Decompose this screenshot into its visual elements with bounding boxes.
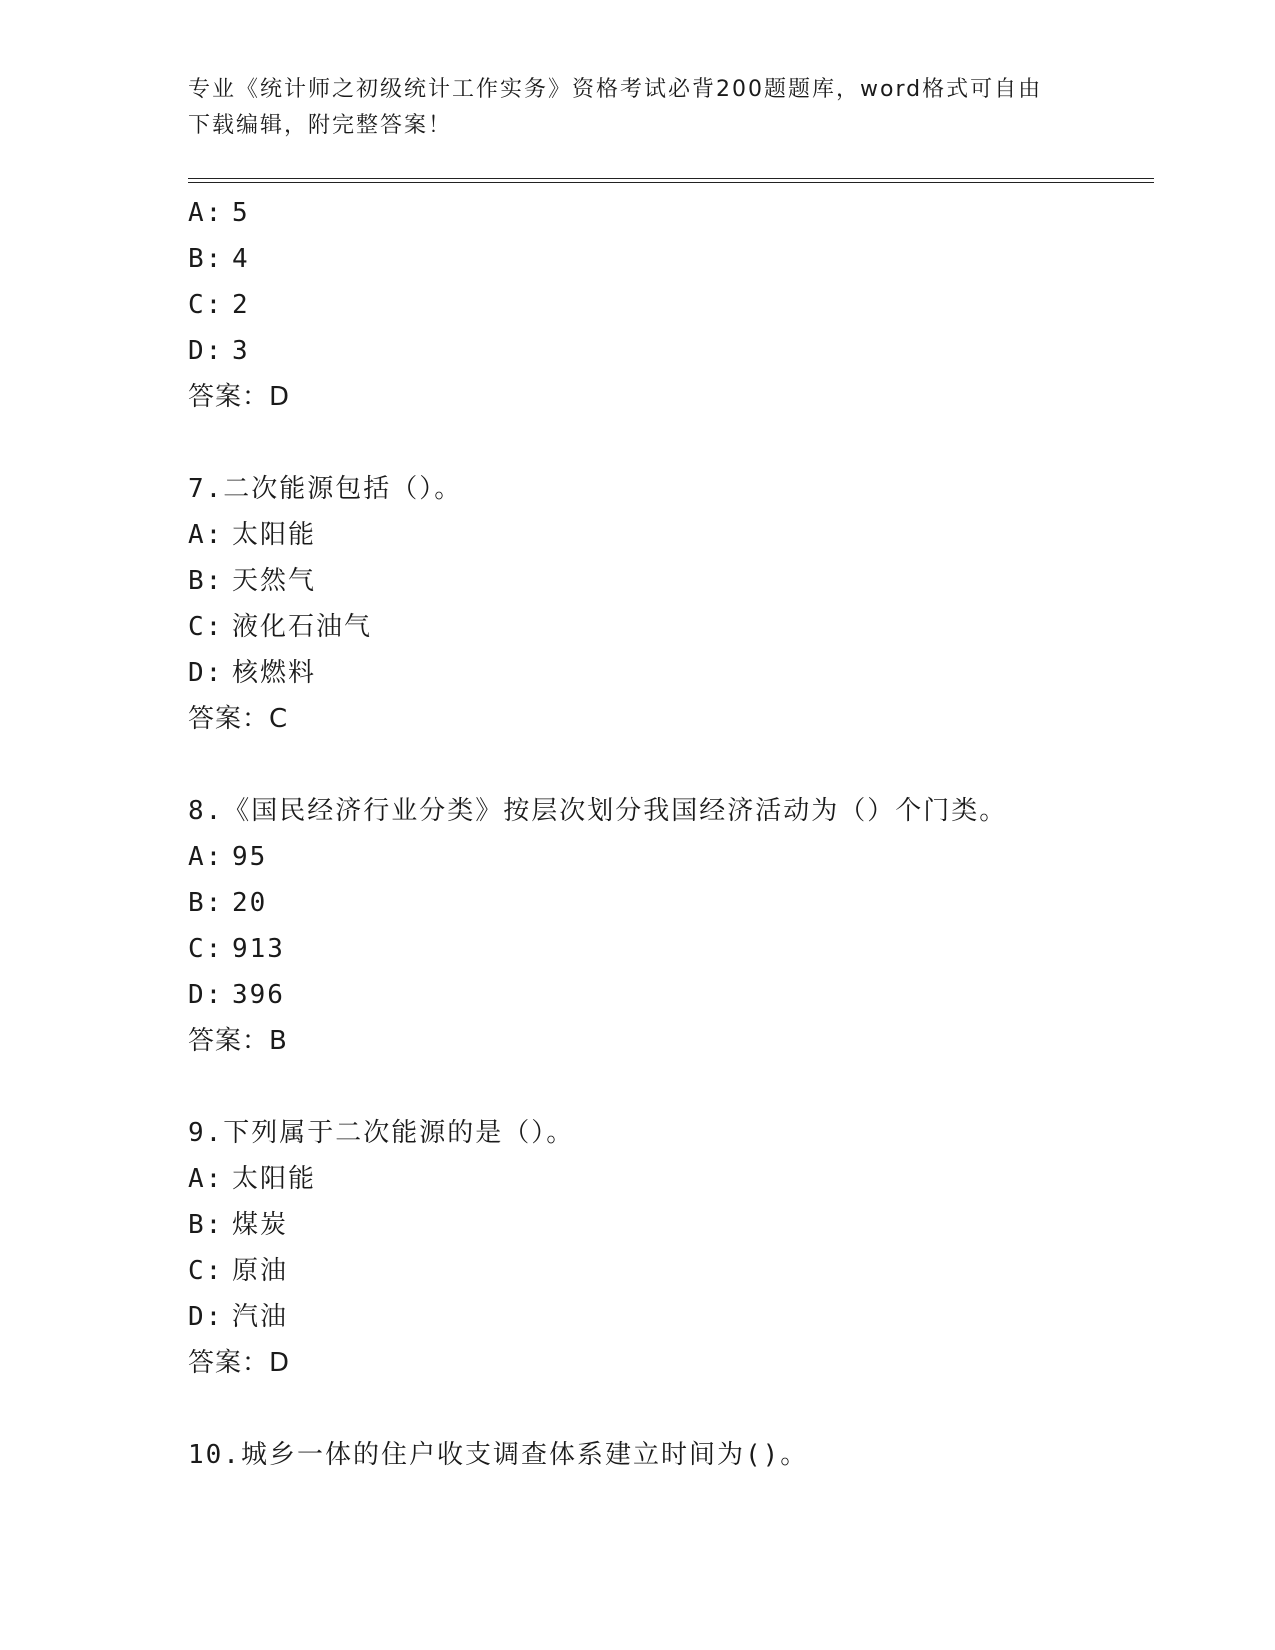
option-text: 太阳能 — [232, 1164, 317, 1194]
option-text: 原油 — [232, 1256, 289, 1286]
option-c — [188, 604, 1154, 650]
option-d — [188, 650, 1154, 696]
option-letter: B: — [188, 244, 224, 274]
option-b — [188, 558, 1154, 604]
option-letter: B: — [188, 566, 224, 596]
option-text: 3 — [232, 336, 250, 366]
option-letter: A: — [188, 520, 224, 550]
header-divider — [188, 178, 1154, 183]
question-block-partial — [188, 190, 1154, 420]
option-text: 5 — [232, 198, 250, 228]
document-header — [188, 72, 1068, 144]
header-line-1: 专业《统计师之初级统计工作实务》资格考试必背200题题库，word格式可自由 — [188, 77, 1043, 102]
question-block-7 — [188, 466, 1154, 742]
option-letter: C: — [188, 612, 224, 642]
question-block-8 — [188, 788, 1154, 1064]
option-letter: C: — [188, 934, 224, 964]
option-d — [188, 972, 1154, 1018]
option-letter: A: — [188, 842, 224, 872]
question-text: 10.城乡一体的住户收支调查体系建立时间为()。 — [188, 1440, 809, 1470]
option-c — [188, 926, 1154, 972]
option-letter: B: — [188, 1210, 224, 1240]
option-a — [188, 1156, 1154, 1202]
option-letter: D: — [188, 980, 224, 1010]
spacer — [188, 1386, 1154, 1432]
option-c — [188, 282, 1154, 328]
option-c — [188, 1248, 1154, 1294]
option-b — [188, 880, 1154, 926]
question-text: 9.下列属于二次能源的是（）。 — [188, 1118, 575, 1148]
option-text: 煤炭 — [232, 1210, 289, 1240]
option-letter: D: — [188, 336, 224, 366]
option-text: 913 — [232, 934, 285, 964]
option-b — [188, 236, 1154, 282]
option-letter: A: — [188, 1164, 224, 1194]
option-letter: B: — [188, 888, 224, 918]
option-text: 95 — [232, 842, 268, 872]
option-text: 2 — [232, 290, 250, 320]
question-list — [188, 190, 1154, 1478]
answer-line: 答案：D — [188, 1348, 291, 1378]
answer-line: 答案：B — [188, 1026, 288, 1056]
option-text: 太阳能 — [232, 520, 317, 550]
option-d — [188, 328, 1154, 374]
option-letter: C: — [188, 290, 224, 320]
question-block-9 — [188, 1110, 1154, 1386]
answer-line: 答案：D — [188, 382, 291, 412]
option-d — [188, 1294, 1154, 1340]
option-text: 汽油 — [232, 1302, 289, 1332]
header-line-2: 下载编辑，附完整答案！ — [188, 113, 453, 138]
option-letter: A: — [188, 198, 224, 228]
question-text: 8.《国民经济行业分类》按层次划分我国经济活动为（）个门类。 — [188, 796, 1008, 826]
answer-line: 答案：C — [188, 704, 289, 734]
option-text: 20 — [232, 888, 268, 918]
question-text: 7.二次能源包括（）。 — [188, 474, 463, 504]
option-letter: D: — [188, 1302, 224, 1332]
option-a — [188, 190, 1154, 236]
spacer — [188, 1064, 1154, 1110]
option-b — [188, 1202, 1154, 1248]
option-a — [188, 834, 1154, 880]
option-letter: C: — [188, 1256, 224, 1286]
option-a — [188, 512, 1154, 558]
option-letter: D: — [188, 658, 224, 688]
option-text: 天然气 — [232, 566, 317, 596]
spacer — [188, 420, 1154, 466]
option-text: 核燃料 — [232, 658, 317, 688]
option-text: 液化石油气 — [232, 612, 373, 642]
spacer — [188, 742, 1154, 788]
option-text: 396 — [232, 980, 285, 1010]
option-text: 4 — [232, 244, 250, 274]
question-block-10 — [188, 1432, 1154, 1478]
